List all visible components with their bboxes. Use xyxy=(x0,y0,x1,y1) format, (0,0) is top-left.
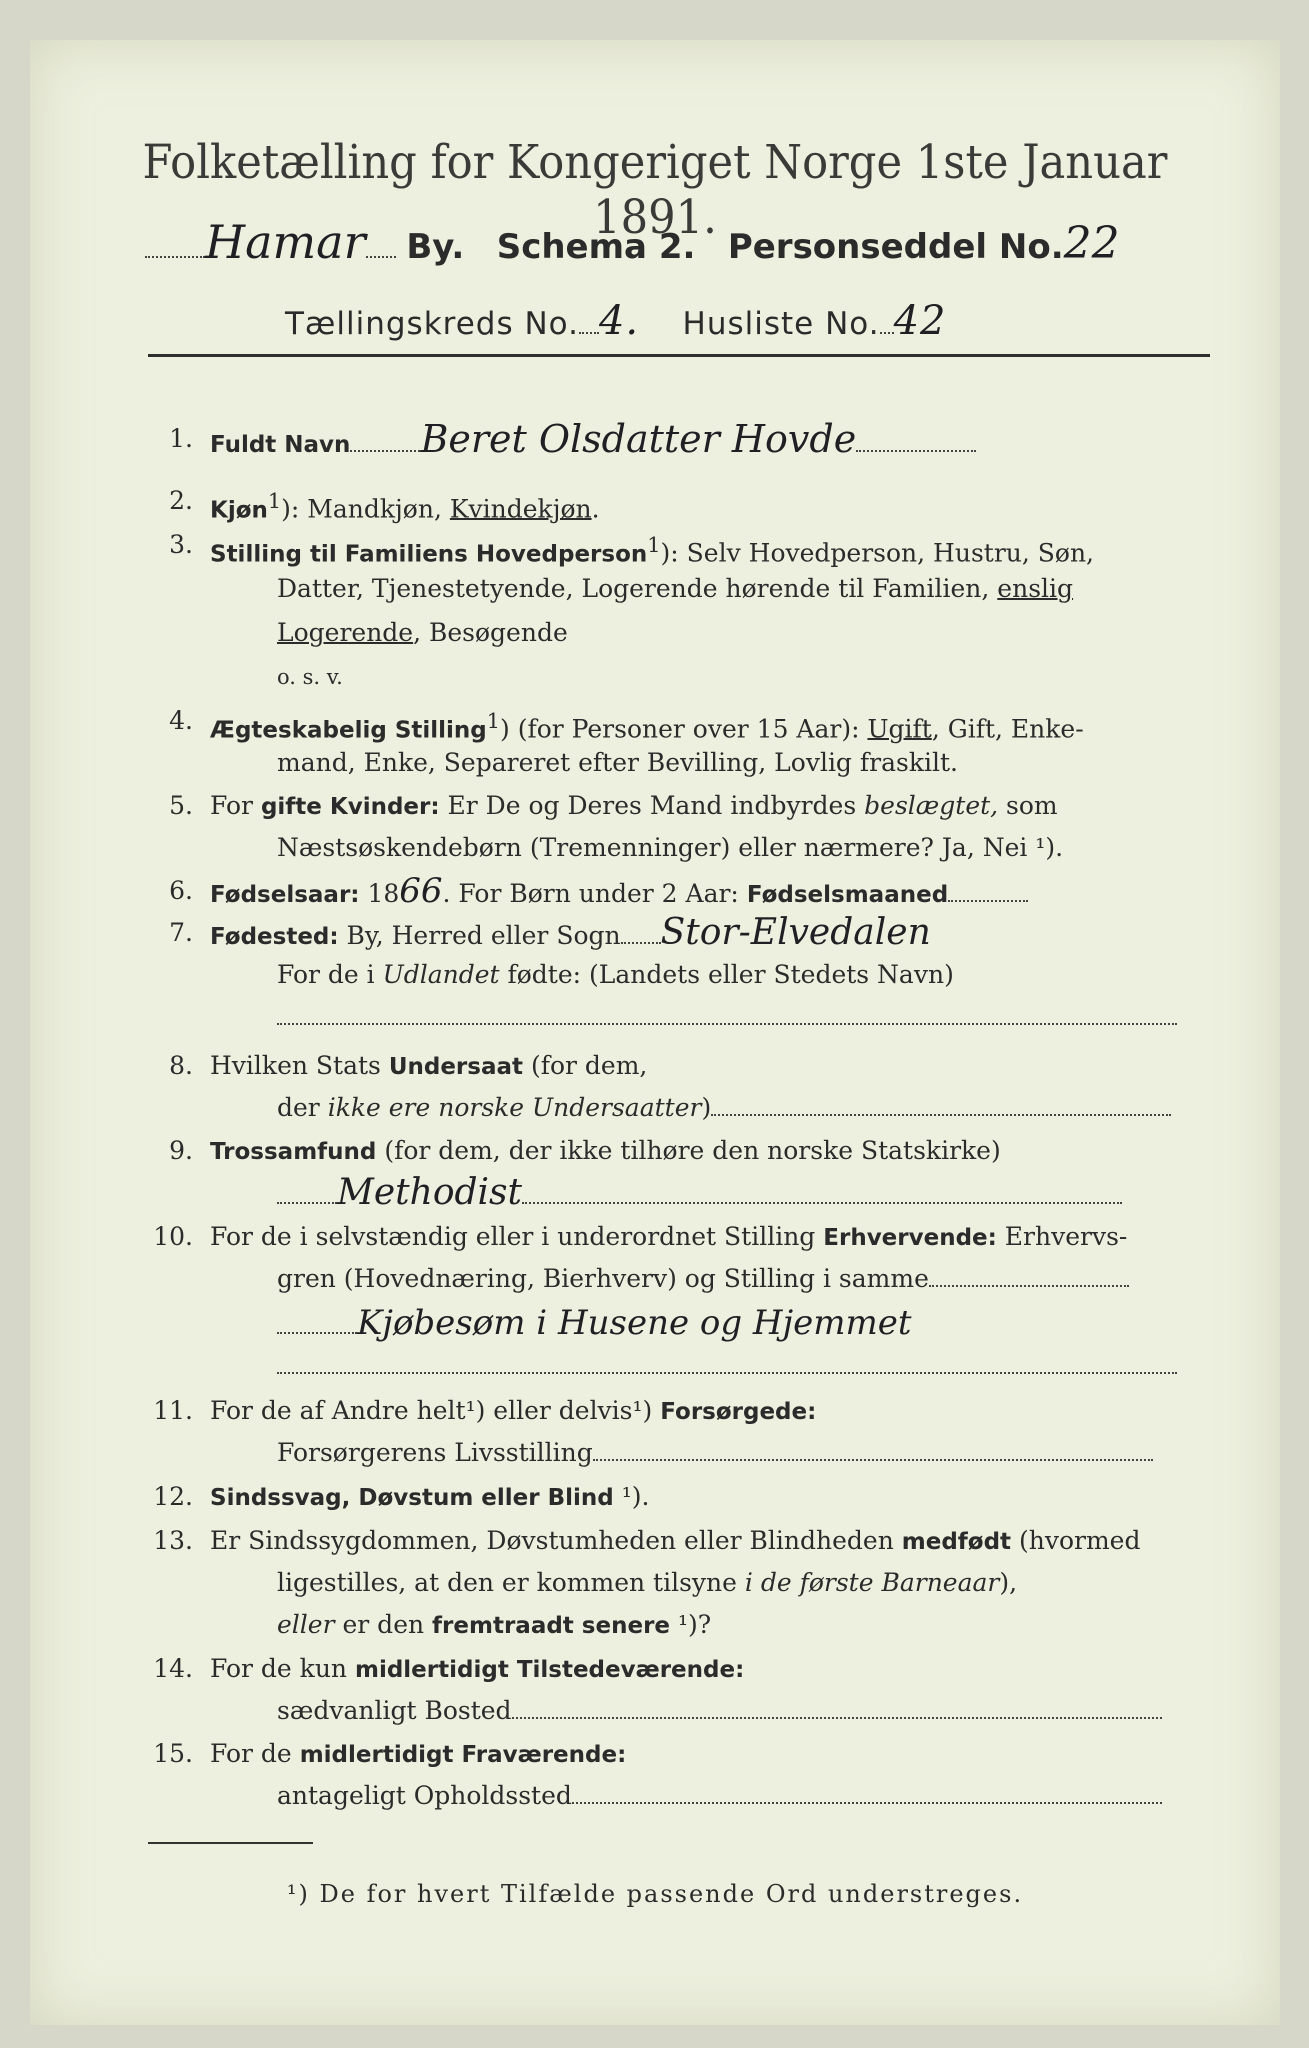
husliste-label: Husliste No. xyxy=(682,306,880,342)
question-label: fremtraadt senere xyxy=(432,1613,671,1639)
question-text: 18 xyxy=(359,879,400,908)
underlined-answer: Kvindekjøn xyxy=(449,494,592,524)
question-text: ) xyxy=(701,1093,712,1122)
city-handwritten: Hamar xyxy=(205,215,366,269)
dotted-line xyxy=(621,942,661,944)
footnote: ¹) De for hvert Tilfælde passende Ord understreges. xyxy=(286,1880,1024,1908)
dotted-line xyxy=(593,1459,1153,1461)
header-line-kreds xyxy=(285,298,1185,344)
dotted-line xyxy=(145,256,205,258)
dotted-line xyxy=(366,256,396,258)
question-number: 2. xyxy=(169,486,193,515)
underlined-answer: Ugift xyxy=(867,714,932,744)
question-label: Ægteskabelig Stilling xyxy=(210,717,487,744)
question-text: Hvilken Stats xyxy=(210,1051,389,1080)
question-text: ¹)? xyxy=(670,1610,712,1639)
question-text: sædvanligt Bosted xyxy=(277,1696,512,1725)
question-text: der xyxy=(277,1093,328,1122)
dotted-line xyxy=(277,1202,337,1204)
question-text: er den xyxy=(334,1610,433,1639)
question-text: For xyxy=(210,791,261,820)
question-label: Fødselsmaaned xyxy=(746,882,949,908)
dotted-line xyxy=(880,332,894,334)
form-title: Folketælling for Kongeriget Norge 1ste Januar 1891. xyxy=(142,135,1168,245)
question-text: For de xyxy=(210,1739,300,1768)
question-label: Fødested: xyxy=(210,924,339,950)
question-text: antageligt Opholdssted xyxy=(277,1781,572,1810)
question-number: 1. xyxy=(169,424,193,453)
footnote-mark: 1 xyxy=(486,709,501,733)
question-text: . For Børn under 2 Aar: xyxy=(442,879,747,908)
question-number: 4. xyxy=(169,706,193,735)
question-number: 7. xyxy=(169,918,193,947)
question-text: For de i selvstændig eller i underordnet Stilling xyxy=(210,1222,824,1251)
question-label: Kjøn xyxy=(210,497,268,524)
question-label: midlertidigt Tilstedeværende: xyxy=(354,1657,745,1683)
question-text: For de i xyxy=(277,960,383,989)
by-label: By. xyxy=(406,227,465,267)
footnote-mark: 1 xyxy=(647,533,661,557)
question-text: ) (for Personer over 15 Aar): xyxy=(500,714,868,744)
question-text: Er De og Deres Mand indbyrdes xyxy=(439,791,865,820)
question-text: ligestilles, at den er kommen tilsyne xyxy=(277,1568,745,1597)
underlined-answer: enslig xyxy=(997,574,1074,603)
question-text: fødte: (Landets eller Stedets Navn) xyxy=(499,960,954,989)
question-label: medfødt xyxy=(901,1529,1012,1555)
question-text: , Gift, Enke- xyxy=(931,714,1084,744)
question-number: 12. xyxy=(153,1482,193,1511)
question-text: mand, Enke, Separeret efter Bevilling, Lovlig fraskilt. xyxy=(277,748,958,777)
handwritten-answer: Stor-Elvedalen xyxy=(660,912,931,953)
question-text: eller xyxy=(277,1610,335,1639)
question-number: 13. xyxy=(153,1526,193,1555)
question-label: Sindssvag, Døvstum eller Blind xyxy=(210,1485,614,1511)
question-text: . xyxy=(591,494,600,524)
question-text: (for dem, xyxy=(523,1051,648,1080)
question-number: 15. xyxy=(153,1739,193,1768)
question-text: Er Sindssygdommen, Døvstumheden eller Blindheden xyxy=(210,1526,902,1555)
question-label: Trossamfund xyxy=(210,1139,377,1165)
underlined-answer: Logerende xyxy=(277,618,414,647)
question-number: 10. xyxy=(153,1222,193,1251)
question-number: 9. xyxy=(169,1136,193,1165)
footnote-rule xyxy=(148,1842,313,1844)
question-text: Næstsøskendebørn (Tremenninger) eller nærmere? Ja, Nei ¹). xyxy=(277,833,1064,862)
question-number: 5. xyxy=(169,791,193,820)
header-rule xyxy=(148,354,1210,357)
question-label: Erhvervende: xyxy=(823,1225,997,1251)
dotted-line xyxy=(512,1717,1162,1719)
question-label: Forsørgede: xyxy=(660,1399,817,1425)
question-text: i de første Barneaar xyxy=(744,1568,1000,1597)
header-line-city xyxy=(145,215,1225,269)
dotted-line xyxy=(350,450,420,452)
husliste-number: 42 xyxy=(893,298,947,344)
question-label: Fødselsaar: xyxy=(210,882,360,908)
schema-label: Schema 2. xyxy=(496,227,696,267)
question-number: 6. xyxy=(169,876,193,905)
question-text: , Besøgende xyxy=(413,618,568,647)
question-text: By, Herred eller Sogn xyxy=(338,921,621,950)
question-text: ¹). xyxy=(613,1482,650,1511)
dotted-line xyxy=(856,450,976,452)
kreds-label: Tællingskreds No. xyxy=(285,306,579,342)
question-text: gren (Hovednæring, Bierhverv) og Stilling i samme xyxy=(277,1264,929,1293)
question-text: ), xyxy=(999,1568,1018,1597)
question-text: (hvormed xyxy=(1011,1526,1141,1555)
question-text: Udlandet xyxy=(382,960,500,989)
question-text: Forsørgerens Livsstilling xyxy=(277,1438,593,1467)
personseddel-label: Personseddel No. xyxy=(727,227,1064,267)
question-number: 14. xyxy=(153,1654,193,1683)
question-label: Undersaat xyxy=(388,1054,523,1080)
question-number: 3. xyxy=(169,530,193,559)
question-label: gifte Kvinder: xyxy=(260,794,440,820)
dotted-line xyxy=(579,332,599,334)
question-text: (for dem, der ikke tilhøre den norske Statskirke) xyxy=(376,1136,1001,1165)
question-label: midlertidigt Fraværende: xyxy=(299,1742,627,1768)
question-text: o. s. v. xyxy=(277,665,343,689)
handwritten-answer: Kjøbesøm i Husene og Hjemmet xyxy=(357,1303,912,1343)
handwritten-answer: Beret Olsdatter Hovde xyxy=(420,417,857,461)
dotted-line xyxy=(277,1372,1177,1374)
dotted-line xyxy=(572,1802,1162,1804)
handwritten-answer: Methodist xyxy=(337,1172,522,1213)
question-number: 11. xyxy=(153,1396,193,1425)
question-text: Datter, Tjenestetyende, Logerende hørende til Familien, xyxy=(277,574,998,603)
question-text: For de kun xyxy=(210,1654,355,1683)
question-label: Fuldt Navn xyxy=(210,432,351,458)
footnote-mark: 1 xyxy=(267,489,282,513)
dotted-line xyxy=(522,1202,1122,1204)
question-text: som xyxy=(998,791,1058,820)
dotted-line xyxy=(929,1285,1129,1287)
question-label: Stilling til Familiens Hovedperson xyxy=(210,541,648,568)
question-text: beslægtet, xyxy=(864,791,999,820)
personseddel-number: 22 xyxy=(1063,218,1120,269)
question-text: ): Mandkjøn, xyxy=(281,494,450,524)
question-text: ): Selv Hovedperson, Hustru, Søn, xyxy=(660,538,1094,568)
question-text: For de af Andre helt¹) eller delvis¹) xyxy=(210,1396,661,1425)
dotted-line xyxy=(277,1023,1177,1025)
dotted-line xyxy=(711,1114,1171,1116)
census-form xyxy=(30,40,1280,2025)
dotted-line xyxy=(277,1332,357,1334)
kreds-number: 4. xyxy=(598,298,640,344)
question-text: ikke ere norske Undersaatter xyxy=(327,1093,702,1122)
handwritten-answer: 66 xyxy=(399,871,443,911)
question-text: Erhvervs- xyxy=(996,1222,1128,1251)
question-number: 8. xyxy=(169,1051,193,1080)
dotted-line xyxy=(948,900,1028,902)
